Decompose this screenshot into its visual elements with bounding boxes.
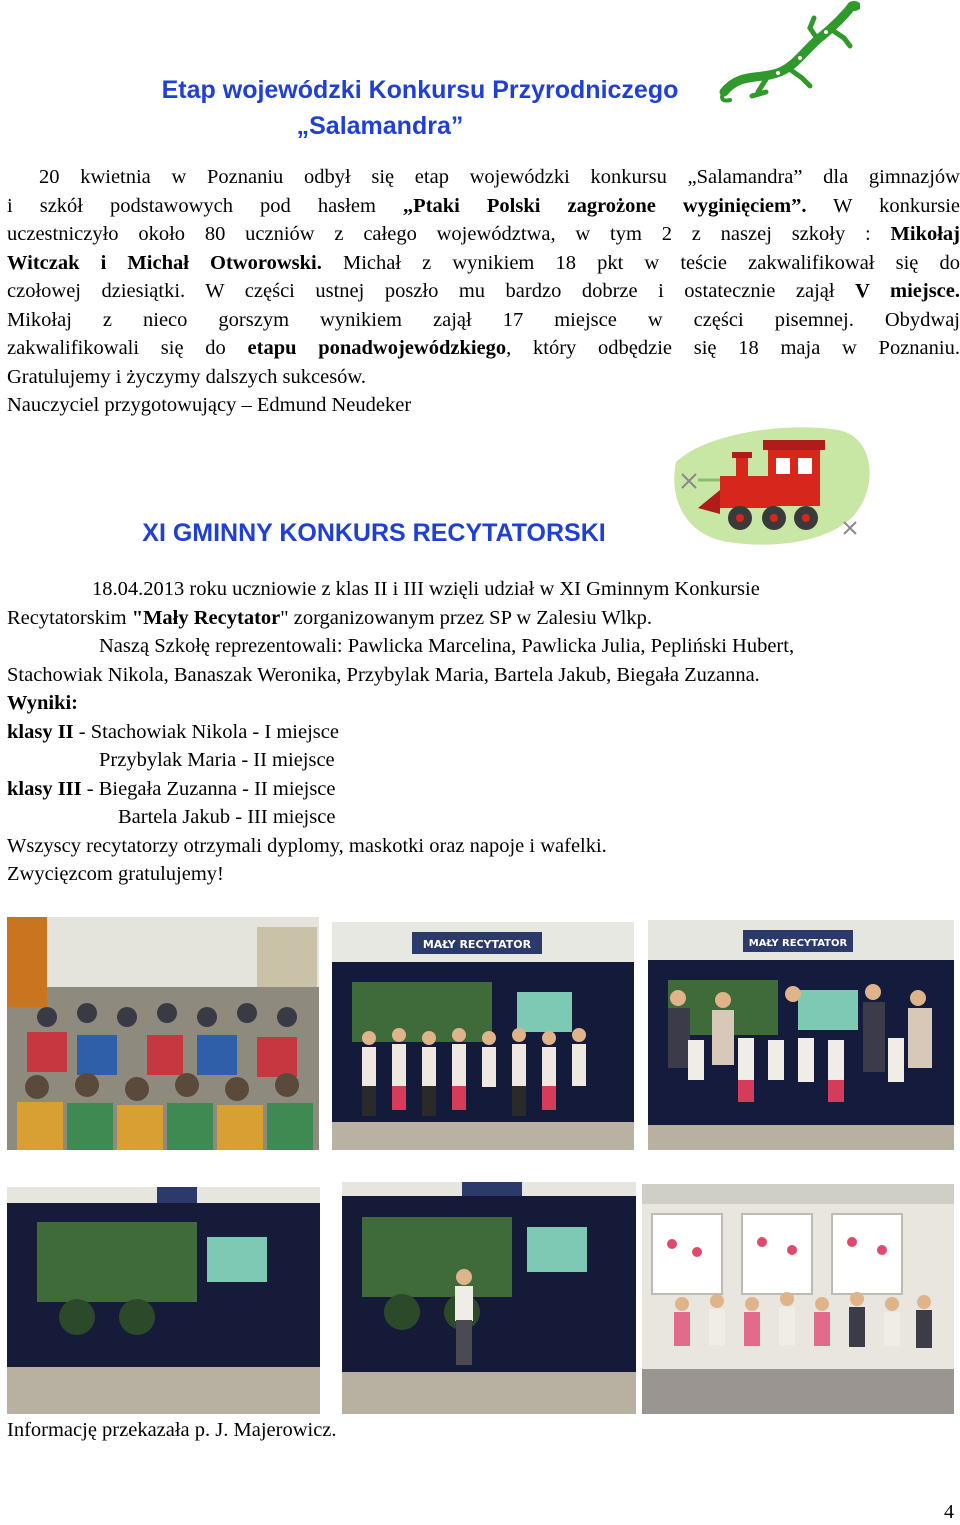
salamandra-line: uczestniczyło około 80 uczniów z całego województwa, w tym 2 z naszej szkoły : Mikołaj (7, 223, 960, 245)
salamandra-line: Witczak i Michał Otworowski. Michał z wynikiem 18 pkt w teście zakwalifikował się do (7, 251, 960, 274)
banner-text: MAŁY RECYTATOR (422, 938, 532, 951)
page-number: 4 (944, 1501, 954, 1523)
photo-girl-reciting (342, 1182, 636, 1414)
result-line: Bartela Jakub - III miejsce (118, 806, 336, 828)
recytator-paragraph (7, 575, 960, 889)
salamandra-title-line2: „Salamandra” (296, 112, 464, 140)
recytator-line: Stachowiak Nikola, Banaszak Weronika, Przybylak Maria, Bartela Jakub, Biegała Zuzanna. (7, 663, 760, 686)
recytator-line: 18.04.2013 roku uczniowie z klas II i III wzięli udział w XI Gminnym Konkursie (92, 578, 760, 600)
banner-text: MAŁY RECYTATOR (748, 938, 848, 949)
photo-stage-train (7, 1187, 320, 1414)
result-line: Przybylak Maria - II miejsce (99, 749, 335, 771)
recytator-line: Naszą Szkołę reprezentowali: Pawlicka Marcelina, Pawlicka Julia, Pepliński Hubert, (99, 635, 795, 657)
recytator-line: Recytatorskim "Mały Recytator" zorganizowanym przez SP w Zalesiu Wlkp. (7, 606, 653, 629)
salamandra-line: 20 kwietnia w Poznaniu odbył się etap wojewódzki konkursu „Salamandra” dla gimnazjów (39, 166, 960, 188)
train-clipart-icon (668, 422, 878, 552)
salamandra-line: i szkół podstawowych pod hasłem „Ptaki Polski zagrożone wyginięciem”. W konkursie (7, 194, 960, 217)
photo-group-outdoor (642, 1184, 954, 1414)
salamandra-line: Mikołaj z nieco gorszym wynikiem zajął 17 miejsce w części pisemnej. Obydwaj (7, 308, 960, 331)
result-line: klasy II - Stachowiak Nikola - I miejsce (7, 720, 339, 743)
teacher-line: Nauczyciel przygotowujący – Edmund Neudeker (7, 394, 412, 416)
salamandra-line: Gratulujemy i życzymy dalszych sukcesów. (7, 365, 367, 388)
info-line: Informację przekazała p. J. Majerowicz. (7, 1419, 337, 1441)
results-label: Wyniki: (7, 692, 79, 714)
photo-audience (7, 917, 319, 1150)
salamandra-line: zakwalifikowali się do etapu ponadwojewódzkiego, który odbędzie się 18 maja w Poznaniu. (7, 337, 960, 359)
salamandra-line: czołowej dziesiątki. W części ustnej poszło mu bardzo dobrze i ostatecznie zajął V miejsce. (7, 280, 960, 302)
salamandra-paragraph (7, 163, 960, 420)
recytator-line: Zwycięzcom gratulujemy! (7, 863, 224, 885)
photo-group-teachers (648, 920, 954, 1150)
result-line: klasy III - Biegała Zuzanna - II miejsce (7, 777, 336, 800)
recytator-line: Wszyscy recytatorzy otrzymali dyplomy, maskotki oraz napoje i wafelki. (7, 834, 607, 857)
recytator-title: XI GMINNY KONKURS RECYTATORSKI (142, 519, 606, 547)
photo-children-stage (332, 922, 634, 1150)
salamandra-title-line1: Etap wojewódzki Konkursu Przyrodniczego (161, 76, 679, 104)
